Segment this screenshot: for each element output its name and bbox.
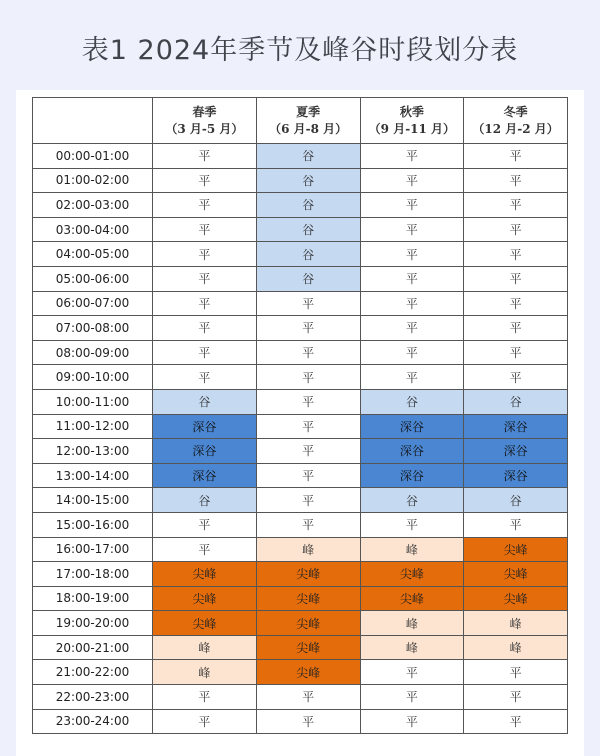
- period-cell: 平: [256, 685, 360, 710]
- period-cell: 深谷: [153, 414, 257, 439]
- table-row: [33, 242, 568, 267]
- period-cell: 深谷: [360, 414, 464, 439]
- season-range: （9 月-11 月）: [368, 121, 456, 136]
- period-cell: 平: [256, 463, 360, 488]
- time-slot-cell: 01:00-02:00: [33, 168, 153, 193]
- period-cell: 深谷: [464, 414, 568, 439]
- period-cell: 平: [464, 242, 568, 267]
- time-slot-cell: 16:00-17:00: [33, 537, 153, 562]
- period-cell: 平: [360, 512, 464, 537]
- period-cell: 深谷: [360, 463, 464, 488]
- season-name: 春季: [192, 104, 217, 119]
- period-cell: 平: [464, 685, 568, 710]
- table-body: [33, 144, 568, 734]
- period-cell: 谷: [256, 217, 360, 242]
- period-cell: 平: [464, 365, 568, 390]
- time-slot-cell: 22:00-23:00: [33, 685, 153, 710]
- period-cell: 平: [360, 316, 464, 341]
- period-cell: 深谷: [464, 463, 568, 488]
- period-cell: 谷: [360, 389, 464, 414]
- period-cell: 平: [256, 414, 360, 439]
- period-cell: 尖峰: [256, 611, 360, 636]
- period-cell: 峰: [153, 660, 257, 685]
- header-row: [33, 98, 568, 144]
- table-row: [33, 488, 568, 513]
- period-cell: 平: [256, 512, 360, 537]
- time-slot-cell: 13:00-14:00: [33, 463, 153, 488]
- period-cell: 平: [464, 266, 568, 291]
- table-row: [33, 365, 568, 390]
- time-slot-cell: 03:00-04:00: [33, 217, 153, 242]
- period-cell: 平: [464, 168, 568, 193]
- table-row: [33, 562, 568, 587]
- time-slot-cell: 14:00-15:00: [33, 488, 153, 513]
- period-cell: 谷: [256, 168, 360, 193]
- period-cell: 平: [464, 316, 568, 341]
- period-cell: 平: [256, 439, 360, 464]
- period-cell: 平: [256, 291, 360, 316]
- period-cell: 尖峰: [360, 586, 464, 611]
- period-cell: 峰: [153, 635, 257, 660]
- period-cell: 平: [256, 340, 360, 365]
- period-cell: 平: [256, 389, 360, 414]
- period-cell: 平: [256, 365, 360, 390]
- table-row: [33, 512, 568, 537]
- period-cell: 平: [153, 291, 257, 316]
- header-autumn: [360, 98, 464, 144]
- period-cell: 尖峰: [360, 562, 464, 587]
- period-cell: 尖峰: [464, 562, 568, 587]
- time-slot-cell: 18:00-19:00: [33, 586, 153, 611]
- period-cell: 峰: [464, 611, 568, 636]
- period-cell: 平: [360, 340, 464, 365]
- period-cell: 平: [360, 685, 464, 710]
- table-row: [33, 660, 568, 685]
- period-cell: 谷: [256, 242, 360, 267]
- season-range: （12 月-2 月）: [472, 121, 559, 136]
- period-cell: 平: [153, 242, 257, 267]
- period-cell: 尖峰: [153, 586, 257, 611]
- period-cell: 尖峰: [256, 562, 360, 587]
- table-row: [33, 217, 568, 242]
- time-slot-cell: 19:00-20:00: [33, 611, 153, 636]
- period-cell: 平: [153, 685, 257, 710]
- period-cell: 尖峰: [464, 586, 568, 611]
- header-corner: [33, 98, 153, 144]
- season-name: 冬季: [503, 104, 528, 119]
- period-cell: 平: [464, 340, 568, 365]
- table-row: [33, 685, 568, 710]
- period-cell: 谷: [256, 193, 360, 218]
- table-row: [33, 389, 568, 414]
- period-cell: 平: [360, 144, 464, 169]
- period-cell: 深谷: [360, 439, 464, 464]
- season-name: 夏季: [296, 104, 321, 119]
- header-winter: [464, 98, 568, 144]
- time-slot-cell: 10:00-11:00: [33, 389, 153, 414]
- period-cell: 峰: [360, 635, 464, 660]
- time-slot-cell: 09:00-10:00: [33, 365, 153, 390]
- table-row: [33, 537, 568, 562]
- period-cell: 谷: [360, 488, 464, 513]
- time-slot-cell: 20:00-21:00: [33, 635, 153, 660]
- table-row: [33, 291, 568, 316]
- period-cell: 尖峰: [256, 660, 360, 685]
- period-cell: 谷: [464, 389, 568, 414]
- time-slot-cell: 05:00-06:00: [33, 266, 153, 291]
- period-cell: 尖峰: [256, 586, 360, 611]
- period-cell: 尖峰: [464, 537, 568, 562]
- time-slot-cell: 08:00-09:00: [33, 340, 153, 365]
- period-cell: 平: [153, 512, 257, 537]
- period-cell: 平: [153, 365, 257, 390]
- table-row: [33, 463, 568, 488]
- period-cell: 深谷: [153, 463, 257, 488]
- period-cell: 平: [464, 709, 568, 734]
- period-cell: 平: [153, 266, 257, 291]
- period-cell: 平: [153, 709, 257, 734]
- table-row: [33, 586, 568, 611]
- period-cell: 平: [360, 266, 464, 291]
- period-cell: 峰: [256, 537, 360, 562]
- period-cell: 尖峰: [256, 635, 360, 660]
- period-cell: 峰: [360, 537, 464, 562]
- period-cell: 平: [464, 217, 568, 242]
- period-cell: 平: [360, 217, 464, 242]
- period-cell: 平: [153, 144, 257, 169]
- time-slot-cell: 11:00-12:00: [33, 414, 153, 439]
- header-summer: [256, 98, 360, 144]
- period-cell: 平: [153, 537, 257, 562]
- period-cell: 谷: [153, 488, 257, 513]
- time-slot-cell: 15:00-16:00: [33, 512, 153, 537]
- table-row: [33, 439, 568, 464]
- period-cell: 深谷: [153, 439, 257, 464]
- period-cell: 平: [464, 291, 568, 316]
- time-slot-cell: 23:00-24:00: [33, 709, 153, 734]
- period-cell: 平: [256, 316, 360, 341]
- period-cell: 峰: [360, 611, 464, 636]
- period-cell: 平: [360, 291, 464, 316]
- table-row: [33, 144, 568, 169]
- time-slot-cell: 02:00-03:00: [33, 193, 153, 218]
- period-cell: 尖峰: [153, 611, 257, 636]
- period-cell: 谷: [256, 144, 360, 169]
- period-cell: 谷: [153, 389, 257, 414]
- time-slot-cell: 04:00-05:00: [33, 242, 153, 267]
- period-cell: 平: [153, 316, 257, 341]
- season-name: 秋季: [399, 104, 424, 119]
- header-spring: [153, 98, 257, 144]
- table-row: [33, 709, 568, 734]
- period-cell: 谷: [464, 488, 568, 513]
- time-slot-cell: 07:00-08:00: [33, 316, 153, 341]
- period-cell: 平: [464, 193, 568, 218]
- table-row: [33, 635, 568, 660]
- table-row: [33, 340, 568, 365]
- peak-valley-table: [32, 97, 568, 734]
- time-slot-cell: 21:00-22:00: [33, 660, 153, 685]
- season-range: （6 月-8 月）: [269, 121, 348, 136]
- season-range: （3 月-5 月）: [165, 121, 244, 136]
- period-cell: 平: [464, 144, 568, 169]
- table-row: [33, 414, 568, 439]
- period-cell: 平: [360, 365, 464, 390]
- time-slot-cell: 00:00-01:00: [33, 144, 153, 169]
- table-row: [33, 193, 568, 218]
- table-row: [33, 316, 568, 341]
- period-cell: 谷: [256, 266, 360, 291]
- period-cell: 尖峰: [153, 562, 257, 587]
- table-row: [33, 266, 568, 291]
- page-title: 表1 2024年季节及峰谷时段划分表: [81, 35, 519, 66]
- time-slot-cell: 17:00-18:00: [33, 562, 153, 587]
- period-cell: 平: [153, 217, 257, 242]
- period-cell: 平: [153, 193, 257, 218]
- period-cell: 平: [360, 242, 464, 267]
- period-cell: 峰: [464, 635, 568, 660]
- time-slot-cell: 06:00-07:00: [33, 291, 153, 316]
- time-slot-cell: 12:00-13:00: [33, 439, 153, 464]
- period-cell: 平: [256, 709, 360, 734]
- period-cell: 平: [360, 193, 464, 218]
- period-cell: 平: [360, 660, 464, 685]
- table-row: [33, 168, 568, 193]
- period-cell: 平: [360, 168, 464, 193]
- period-cell: 平: [464, 512, 568, 537]
- period-cell: 平: [153, 168, 257, 193]
- period-cell: 平: [256, 488, 360, 513]
- period-cell: 深谷: [464, 439, 568, 464]
- period-cell: 平: [360, 709, 464, 734]
- period-cell: 平: [464, 660, 568, 685]
- period-cell: 平: [153, 340, 257, 365]
- table-row: [33, 611, 568, 636]
